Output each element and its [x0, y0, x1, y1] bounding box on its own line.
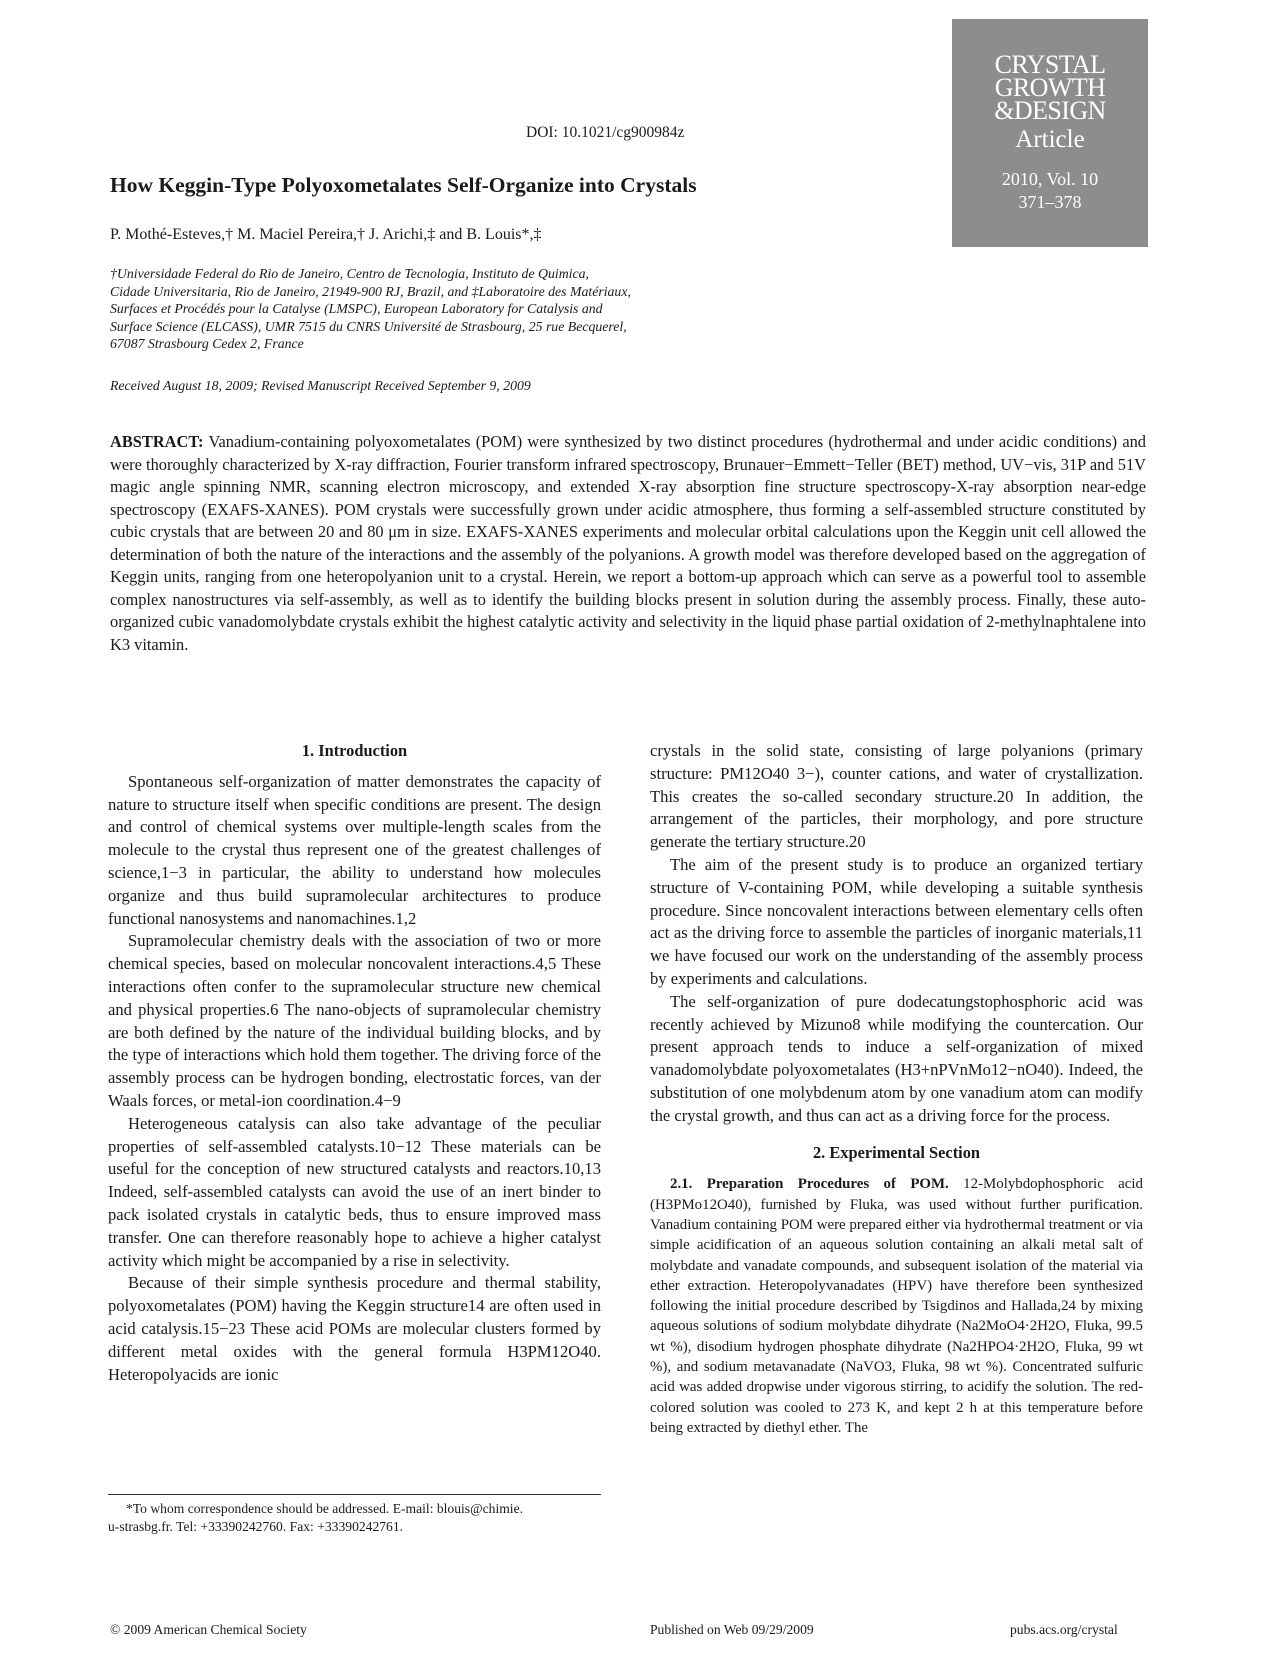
- right-column: [650, 740, 1143, 1438]
- abstract-label: ABSTRACT:: [110, 432, 204, 451]
- subsection-paragraph: [650, 1174, 1143, 1438]
- journal-name-line: &DESIGN: [994, 96, 1106, 125]
- received-dates: Received August 18, 2009; Revised Manuscript Received September 9, 2009: [110, 378, 531, 393]
- paragraph: Because of their simple synthesis procedure and thermal stability, polyoxometalates (POM) having the Keggin structure14 are often used in acid catalysis.15−23 These acid POMs are molecular clusters formed by different metal oxides with the general formula H3PM12O40. Heteropolyacids are ionic: [108, 1273, 601, 1384]
- affiliation-line: 67087 Strasbourg Cedex 2, France: [110, 336, 304, 351]
- affiliation-line: Surfaces et Procédés pour la Catalyse (LMSPC), European Laboratory for Catalysis and: [110, 301, 603, 316]
- affiliations: [110, 265, 810, 353]
- affiliation-line: †Universidade Federal do Rio de Janeiro, Centro de Tecnologia, Instituto de Quimica,: [110, 266, 589, 281]
- section-heading: 2. Experimental Section: [812, 1142, 981, 1162]
- journal-name-line: CRYSTAL: [994, 50, 1106, 79]
- footnote-divider: [108, 1494, 601, 1495]
- affiliation-line: Surface Science (ELCASS), UMR 7515 du CNRS Université de Strasbourg, 25 rue Becquerel,: [110, 318, 627, 334]
- subsection-text: 12-Molybdophosphoric acid (H3PMo12O40), furnished by Fluka, was used without further purification. Vanadium containing POM were prepared either via hydrothermal treatment or via simple acidification of an aqueous solution containing an alkali metal salt of molybdate and vanadate compounds, and subsequent isolation of the material via ether extraction. Heteropolyvanadates (HPV) have therefore been synthesized following the initial procedure described by Tsigdinos and Hallada,24 by mixing aqueous solutions of sodium molybdate dihydrate (Na2MoO4·2H2O, Fluka, 99.5 wt %), disodium hydrogen phosphate dihydrate (Na2HPO4·2H2O, Fluka, 99 wt %), and sodium metavanadate (NaVO3, Fluka, 98 wt %). Concentrated sulfuric acid was added dropwise under vigorous stirring, to acidify the solution. The red-colored solution was cooled to 273 K, and kept 2 h at this temperature before being extracted by diethyl ether. The: [650, 1176, 1143, 1436]
- abstract: [110, 431, 1146, 656]
- abstract-text: Vanadium-containing polyoxometalates (POM) were synthesized by two distinct procedures (hydrothermal and under acidic conditions) and were thoroughly characterized by X-ray diffraction, Fourier transform infrared spectroscopy, Brunauer−Emmett−Teller (BET) method, UV−vis, 31P and 51V magic angle spinning NMR, scanning electron microscopy, and extended X-ray absorption fine structure spectroscopy-X-ray absorption near-edge spectroscopy (EXAFS-XANES). POM crystals were successfully grown under acidic atmosphere, thus forming a self-assembled structure constituted by cubic crystals that are between 20 and 80 μm in size. EXAFS-XANES experiments and molecular orbital calculations upon the Keggin unit cell allowed the determination of both the nature of the interactions and the assembly of the polyanions. A growth model was therefore developed based on the aggregation of Keggin units, ranging from one heteropolyanion unit to a crystal. Herein, we report a bottom-up approach which can serve as a powerful tool to assemble complex nanostructures via self-assembly, as well as to identify the building blocks present in solution during the assembly process. Finally, these auto-organized cubic vanadomolybdate crystals exhibit the highest catalytic activity and selectivity in the liquid phase partial oxidation of 2-methylnaphtalene into K3 vitamin.: [110, 432, 1146, 654]
- paragraph: Spontaneous self-organization of matter demonstrates the capacity of nature to structure itself when specific conditions are present. The design and control of chemical systems over multiple-length scales from the molecule to the crystal thus represent one of the greatest challenges of science,1−3 in particular, the ability to understand how molecules organize and thus build supramolecular architectures to produce functional nanosystems and nanomachines.1,2: [108, 771, 601, 928]
- left-column: [108, 740, 601, 1386]
- subsection-title: 2.1. Preparation Procedures of POM.: [670, 1176, 949, 1193]
- paragraph: crystals in the solid state, consisting of large polyanions (primary structure: PM12O40 3−), counter cations, and water of crystallization. This creates the so-called secondary structure.20 In addition, the arrangement of the particles, their morphology, and pore structure generate the tertiary structure.20: [650, 741, 1143, 852]
- journal-url[interactable]: pubs.acs.org/crystal: [1010, 1622, 1118, 1637]
- section-heading: 1. Introduction: [301, 741, 408, 760]
- journal-badge: [952, 19, 1148, 247]
- page-range: 371–378: [1018, 192, 1082, 212]
- article-title: How Keggin-Type Polyoxometalates Self-Organize into Crystals: [110, 173, 697, 197]
- paragraph: The aim of the present study is to produce an organized tertiary structure of V-containing POM, while developing a suitable synthesis procedure. Since noncovalent interactions between elementary cells often act as the driving force to assemble the particles of inorganic materials,11 we have focused our work on the understanding of the assembly process by experiments and calculations.: [650, 854, 1143, 988]
- footnote-line: *To whom correspondence should be addressed. E-mail: blouis@chimie.: [126, 1501, 524, 1516]
- year-volume: 2010, Vol. 10: [1001, 169, 1099, 189]
- paragraph: Supramolecular chemistry deals with the association of two or more chemical species, based on molecular noncovalent interactions.4,5 These interactions often confer to the supramolecular structure new chemical and physical properties.6 The nano-objects of supramolecular chemistry are both defined by the nature of the individual building blocks, and by the type of interactions which hold them together. The driving force of the assembly process can be hydrogen bonding, electrostatic forces, van der Waals forces, or metal-ion coordination.4−9: [108, 931, 601, 1110]
- article-type: Article: [1015, 126, 1085, 153]
- affiliation-line: Cidade Universitaria, Rio de Janeiro, 21949-900 RJ, Brazil, and ‡Laboratoire des Matériaux,: [110, 283, 631, 299]
- publication-date: Published on Web 09/29/2009: [650, 1622, 814, 1637]
- copyright-notice: © 2009 American Chemical Society: [110, 1622, 307, 1637]
- doi: DOI: 10.1021/cg900984z: [526, 124, 685, 141]
- correspondence-footnote: [108, 1500, 608, 1536]
- paragraph: Heterogeneous catalysis can also take advantage of the peculiar properties of self-assembled catalysts.10−12 These materials can be useful for the conception of new structured catalysts and reactors.10,13 Indeed, self-assembled catalysts can avoid the use of an inert binder to pack isolated crystals in catalytic beds, thus to ensure improved mass transfer. One can therefore reasonably hope to achieve a higher catalyst activity which might be accompanied by a rise in selectivity.: [108, 1113, 601, 1270]
- paragraph: The self-organization of pure dodecatungstophosphoric acid was recently achieved by Mizuno8 while modifying the countercation. Our present approach tends to induce a self-organization of mixed vanadomolybdate polyoxometalates (H3+nPVnMo12−nO40). Indeed, the substitution of one molybdenum atom by one vanadium atom can modify the crystal growth, and thus can act as a driving force for the process.: [650, 991, 1143, 1125]
- footnote-line: u-strasbg.fr. Tel: +33390242760. Fax: +33390242761.: [108, 1519, 404, 1534]
- journal-logo: [952, 50, 1148, 125]
- author-list: P. Mothé-Esteves,† M. Maciel Pereira,† J. Arichi,‡ and B. Louis*,‡: [110, 226, 542, 243]
- journal-name-line: GROWTH: [994, 73, 1106, 102]
